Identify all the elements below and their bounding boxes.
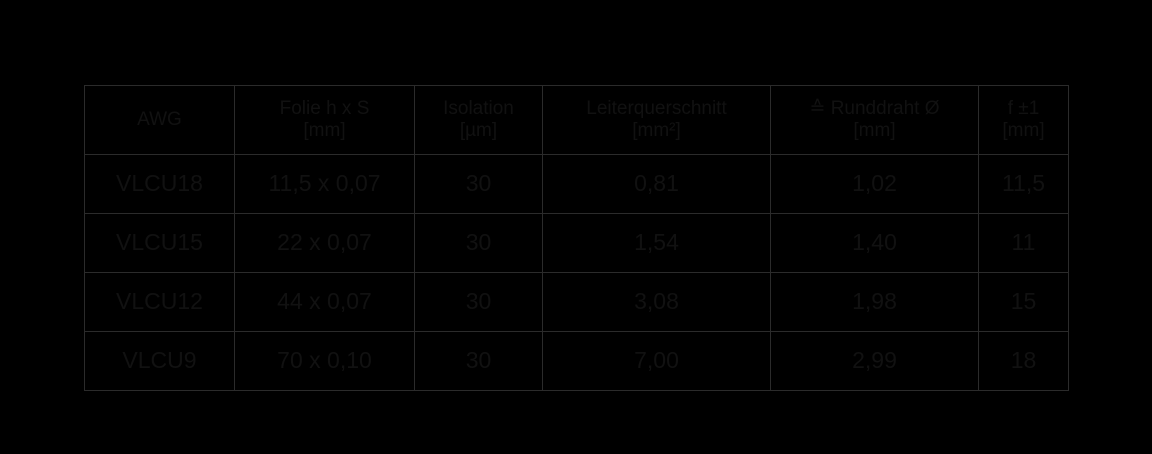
cell-runddraht: 1,98: [771, 273, 979, 332]
table-row: [85, 155, 1069, 214]
cell-runddraht: 2,99: [771, 332, 979, 391]
column-header-f-line2: [mm]: [1002, 120, 1045, 141]
cell-awg: VLCU18: [85, 155, 235, 214]
column-header-folie: [235, 86, 415, 155]
cell-f: 18: [979, 332, 1069, 391]
cell-runddraht: 1,40: [771, 214, 979, 273]
spec-table: [84, 85, 1069, 391]
column-header-isolation-line1: Isolation: [443, 97, 514, 119]
cell-f: 11,5: [979, 155, 1069, 214]
table-row: [85, 332, 1069, 391]
column-header-runddraht: [771, 86, 979, 155]
column-header-f-line1: f ±1: [1007, 97, 1040, 119]
cell-f: 15: [979, 273, 1069, 332]
cell-querschnitt: 7,00: [543, 332, 771, 391]
cell-querschnitt: 0,81: [543, 155, 771, 214]
cell-folie: 44 x 0,07: [235, 273, 415, 332]
cell-runddraht: 1,02: [771, 155, 979, 214]
column-header-runddraht-line1: ≙ Runddraht Ø: [809, 97, 940, 119]
cell-isolation: 30: [415, 332, 543, 391]
column-header-leiterquerschnitt-line2: [mm²]: [632, 120, 681, 141]
cell-folie: 11,5 x 0,07: [235, 155, 415, 214]
cell-isolation: 30: [415, 273, 543, 332]
column-header-isolation-line2: [µm]: [459, 120, 498, 141]
column-header-leiterquerschnitt: [543, 86, 771, 155]
cell-awg: VLCU12: [85, 273, 235, 332]
table-body: [85, 155, 1069, 391]
column-header-folie-line1: Folie h x S: [279, 97, 370, 119]
cell-awg: VLCU15: [85, 214, 235, 273]
spec-table-container: [84, 85, 1068, 391]
cell-querschnitt: 3,08: [543, 273, 771, 332]
column-header-awg-line1: AWG: [137, 108, 182, 130]
table-row: [85, 214, 1069, 273]
column-header-folie-line2: [mm]: [303, 120, 346, 141]
column-header-awg: [85, 86, 235, 155]
table-header: [85, 86, 1069, 155]
cell-awg: VLCU9: [85, 332, 235, 391]
cell-folie: 70 x 0,10: [235, 332, 415, 391]
cell-querschnitt: 1,54: [543, 214, 771, 273]
table-header-row: [85, 86, 1069, 155]
cell-f: 11: [979, 214, 1069, 273]
table-row: [85, 273, 1069, 332]
column-header-leiterquerschnitt-line1: Leiterquerschnitt: [586, 97, 727, 119]
cell-isolation: 30: [415, 155, 543, 214]
column-header-isolation: [415, 86, 543, 155]
cell-isolation: 30: [415, 214, 543, 273]
cell-folie: 22 x 0,07: [235, 214, 415, 273]
column-header-f: [979, 86, 1069, 155]
column-header-runddraht-line2: [mm]: [853, 120, 896, 141]
